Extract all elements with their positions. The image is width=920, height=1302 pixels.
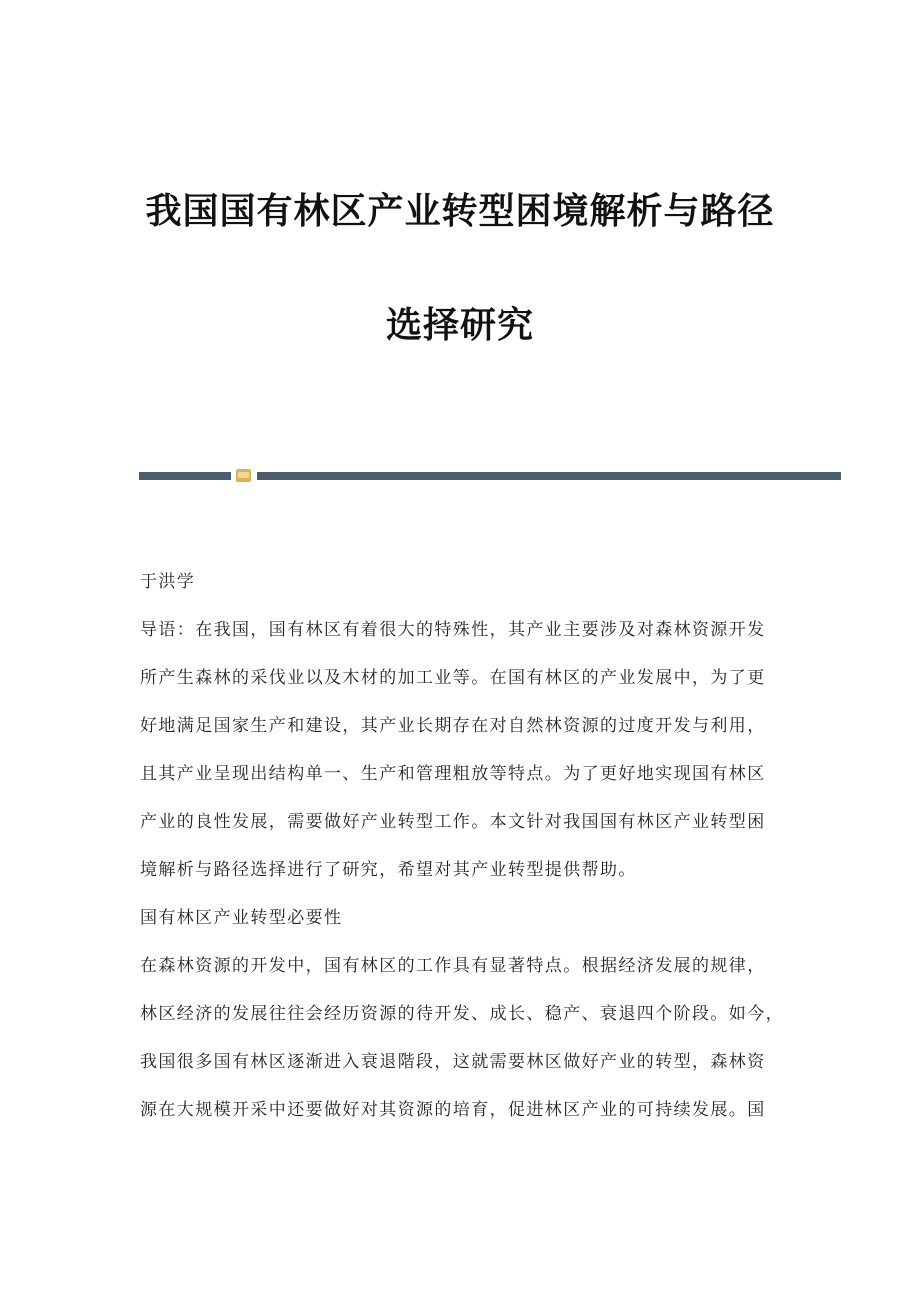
abstract-line: 境解析与路径选择进行了研究，希望对其产业转型提供帮助。 xyxy=(140,860,637,880)
document-title xyxy=(0,185,920,351)
abstract-line: 好地满足国家生产和建设，其产业长期存在对自然林资源的过度开发与利用， xyxy=(140,716,766,736)
body-line: 我国很多国有林区逐渐进入衰退階段，这就需要林区做好产业的转型，森林资 xyxy=(140,1052,766,1072)
body-paragraph xyxy=(140,942,790,1134)
abstract-line: 且其产业呈现出结构单一、生产和管理粗放等特点。为了更好地实现国有林区 xyxy=(140,764,766,784)
divider-bar-left xyxy=(139,472,231,480)
body-line: 在森林资源的开发中，国有林区的工作具有显著特点。根据经济发展的规律， xyxy=(140,956,766,976)
author-name: 于洪学 xyxy=(140,572,196,592)
abstract-line: 导语：在我国，国有林区有着很大的特殊性，其产业主要涉及对森林资源开发 xyxy=(140,620,766,640)
abstract-line: 产业的良性发展，需要做好产业转型工作。本文针对我国国有林区产业转型困 xyxy=(140,812,766,832)
section-heading: 国有林区产业转型必要性 xyxy=(140,908,343,928)
title-line-2: 选择研究 xyxy=(385,304,534,346)
abstract-line: 所产生森林的采伐业以及木材的加工业等。在国有林区的产业发展中，为了更 xyxy=(140,668,766,688)
divider-bar-right xyxy=(257,472,841,480)
body-line: 林区经济的发展往往会经历资源的待开发、成长、稳产、衰退四个阶段。如今， xyxy=(140,1004,784,1024)
title-divider xyxy=(139,468,841,484)
document-body xyxy=(140,558,790,1134)
body-line: 源在大规模开采中还要做好对其资源的培育，促进林区产业的可持续发展。国 xyxy=(140,1100,766,1120)
abstract-paragraph xyxy=(140,606,790,894)
divider-ornament-icon xyxy=(236,469,251,482)
title-line-1: 我国国有林区产业转型困境解析与路径 xyxy=(145,190,775,232)
